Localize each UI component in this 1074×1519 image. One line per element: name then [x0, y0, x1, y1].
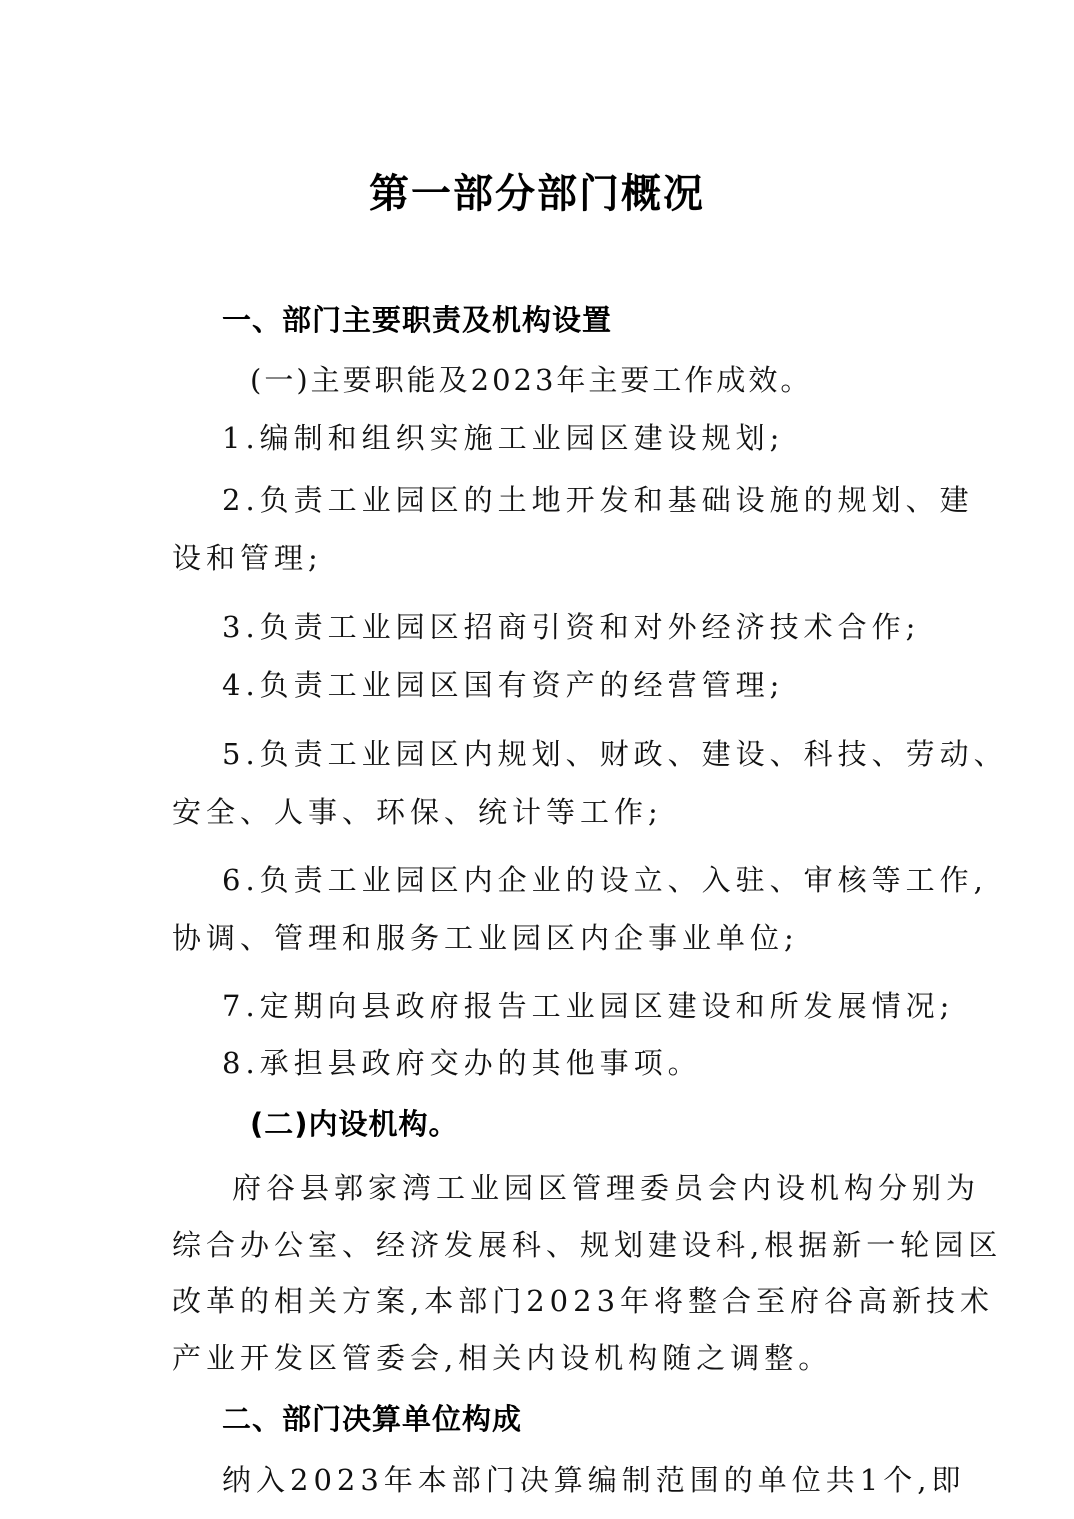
- list-item-4: 4.负责工业园区国有资产的经营管理;: [222, 668, 785, 702]
- section-heading-budget-units: 二、部门决算单位构成: [222, 1402, 523, 1436]
- list-item-6-line-1: 6.负责工业园区内企业的设立、入驻、审核等工作,: [222, 863, 988, 897]
- list-item-2-line-2: 设和管理;: [172, 541, 323, 575]
- list-item-6-line-2: 协调、管理和服务工业园区内企事业单位;: [172, 921, 799, 955]
- list-item-7: 7.定期向县政府报告工业园区建设和所发展情况;: [222, 989, 955, 1023]
- institutions-paragraph-line-3: 改革的相关方案,本部门2023年将整合至府谷高新技术: [172, 1284, 995, 1318]
- section-heading-duties: 一、部门主要职责及机构设置: [222, 303, 613, 337]
- page-title: 第一部分部门概况: [369, 171, 705, 217]
- list-item-1: 1.编制和组织实施工业园区建设规划;: [222, 421, 785, 455]
- budget-units-paragraph-line-1: 纳入2023年本部门决算编制范围的单位共1个,即: [222, 1463, 966, 1497]
- list-item-8: 8.承担县政府交办的其他事项。: [222, 1046, 702, 1080]
- list-item-5-line-2: 安全、人事、环保、统计等工作;: [172, 795, 663, 829]
- list-item-3: 3.负责工业园区招商引资和对外经济技术合作;: [222, 610, 921, 644]
- subsection-heading-functions: (一)主要职能及2023年主要工作成效。: [250, 363, 813, 397]
- institutions-paragraph-line-4: 产业开发区管委会,相关内设机构随之调整。: [172, 1341, 833, 1375]
- list-item-2-line-1: 2.负责工业园区的土地开发和基础设施的规划、建: [222, 483, 974, 517]
- list-item-5-line-1: 5.负责工业园区内规划、财政、建设、科技、劳动、: [222, 737, 1008, 771]
- subsection-heading-internal-institutions: (二)内设机构。: [250, 1107, 459, 1141]
- institutions-paragraph-line-1: 府谷县郭家湾工业园区管理委员会内设机构分别为: [232, 1171, 981, 1205]
- institutions-paragraph-line-2: 综合办公室、经济发展科、规划建设科,根据新一轮园区: [172, 1228, 1003, 1262]
